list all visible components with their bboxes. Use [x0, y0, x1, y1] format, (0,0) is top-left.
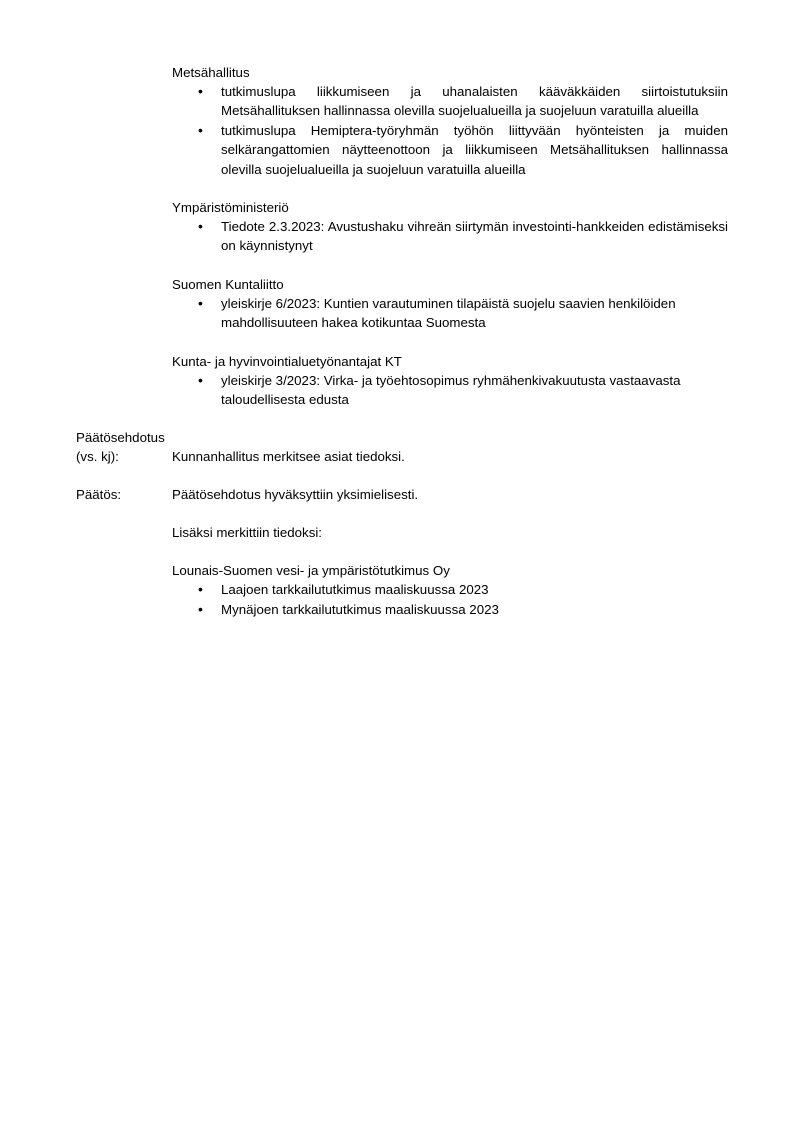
section-heading: Ympäristöministeriö [172, 200, 289, 216]
list-item: • yleiskirje 6/2023: Kuntien varautuminen tilapäistä suojelu saavien henkilöiden mahdollisuuteen hakea kotikuntaa Suomesta [172, 294, 734, 333]
section-bullet-list [172, 217, 734, 256]
list-item: • Tiedote 2.3.2023: Avustushaku vihreän siirtymän investointi-hankkeiden edistämiseksi on käynnistynyt [172, 217, 734, 256]
spacer [0, 179, 794, 198]
list-item: • tutkimuslupa liikkumiseen ja uhanalaisten kääväkkäiden siirtoistutuksiin Metsähallituksen hallinnassa olevilla suojelualueilla ja suojeluun varatuilla alueilla [172, 82, 734, 121]
list-item: • tutkimuslupa Hemiptera-työryhmän työhön liittyvään hyönteisten ja muiden selkärangattomien näytteenottoon ja liikkumiseen Metsähallituksen hallinnassa olevilla suojelualueilla ja suojeluun varatuilla alueilla [172, 121, 734, 179]
list-item: • yleiskirje 3/2023: Virka- ja työehtosopimus ryhmähenkivakuutusta vastaavasta taloudellisesta edusta [172, 371, 734, 410]
section-metsahallitus [0, 63, 794, 179]
decision-proposal-label-line2: (vs. kj): [76, 449, 119, 465]
section-bullet-list [172, 580, 734, 619]
list-item: • Mynäjoen tarkkailututkimus maaliskuussa 2023 [172, 600, 734, 619]
section-heading: Suomen Kuntaliitto [172, 276, 284, 292]
spacer [0, 409, 794, 428]
list-item: • Laajoen tarkkailututkimus maaliskuussa 2023 [172, 580, 734, 599]
decision-text: Päätösehdotus hyväksyttiin yksimielisesti. [172, 487, 419, 503]
section-bullet-list [172, 371, 734, 410]
additional-intro-text: Lisäksi merkittiin tiedoksi: [172, 525, 323, 541]
decision-proposal-label [0, 428, 172, 466]
spacer [0, 542, 794, 561]
decision-proposal-label-line1: Päätösehdotus [76, 430, 165, 446]
spacer [0, 466, 794, 485]
spacer [0, 333, 794, 352]
section-kt [0, 352, 794, 410]
section-bullet-list [172, 82, 734, 179]
decision-proposal-text: Kunnanhallitus merkitsee asiat tiedoksi. [172, 449, 405, 465]
decision-block [0, 485, 794, 504]
section-heading: Metsähallitus [172, 65, 250, 80]
decision-proposal-block [0, 428, 794, 466]
additional-intro-block [0, 523, 794, 542]
section-heading: Kunta- ja hyvinvointialuetyönantajat KT [172, 353, 402, 369]
spacer [172, 428, 734, 447]
spacer [0, 504, 794, 523]
spacer [0, 256, 794, 275]
section-lounais-suomen [0, 561, 794, 619]
section-ymparistoministerio [0, 198, 794, 256]
decision-label: Päätös: [76, 487, 122, 503]
section-bullet-list [172, 294, 734, 333]
section-kuntaliitto [0, 275, 794, 333]
section-heading: Lounais-Suomen vesi- ja ympäristötutkimus Oy [172, 563, 450, 579]
